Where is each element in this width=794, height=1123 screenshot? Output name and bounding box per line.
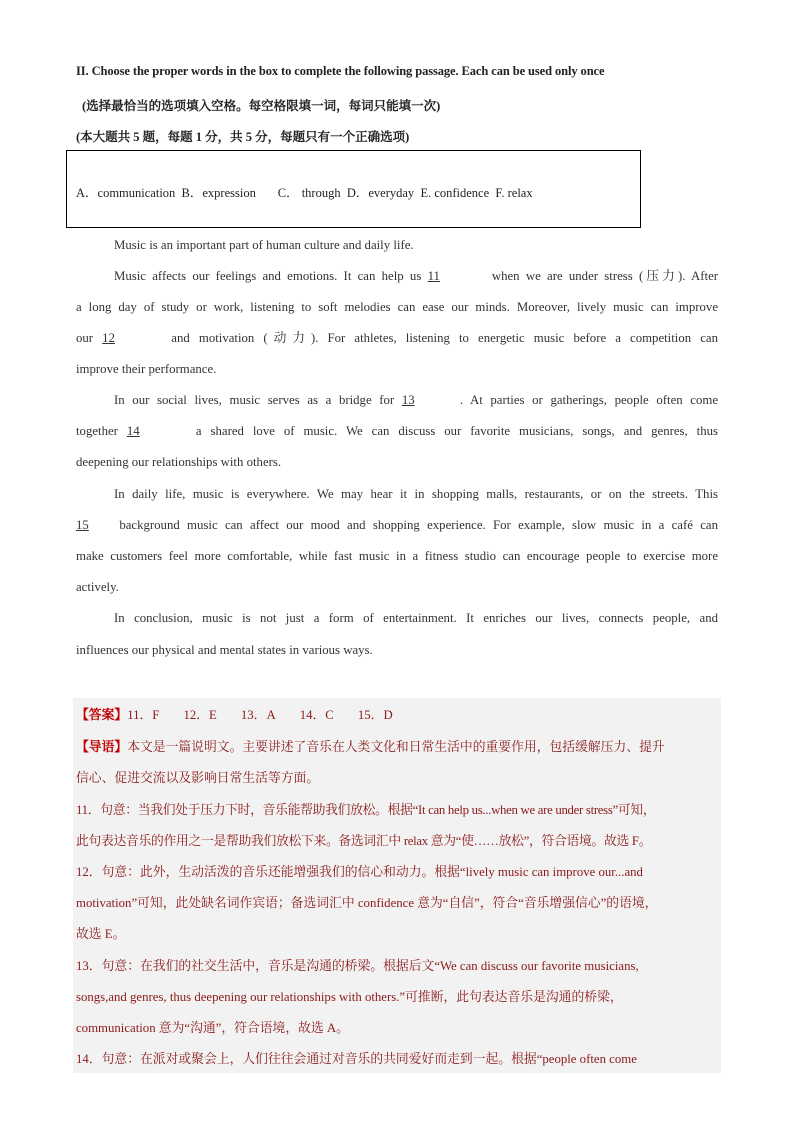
answer-label: 【答案】	[76, 708, 128, 722]
option-d: D．everyday	[346, 186, 415, 200]
blank-14: 14	[126, 424, 140, 438]
option-b: B．expression	[181, 186, 256, 200]
section-scoring: (本大题共 5 题，每题 1 分，共 5 分，每题只有一个正确选项)	[76, 130, 410, 144]
explain-14-line1: 14．句意：在派对或聚会上，人们往往会通过对音乐的共同爱好而走到一起。根据“people often come	[76, 1052, 637, 1066]
blank-11: 11	[427, 269, 440, 283]
passage-p4-line1: In daily life, music is everywhere. We may hear it in shopping malls, restaurants, or on the streets. This	[114, 487, 718, 501]
explain-13-line3: communication 意为“沟通”，符合语境，故选 A。	[76, 1021, 349, 1035]
option-f: F. relax	[495, 186, 533, 200]
explain-12-line1: 12．句意：此外，生动活泼的音乐还能增强我们的信心和动力。根据“lively music can improve our...and	[76, 865, 643, 879]
word-box	[66, 150, 641, 228]
passage-p4-line2: 15 background music can affect our mood and shopping experience. For example, slow music in a café can	[76, 510, 718, 541]
passage-p2-line3: our 12 and motivation (动力). For athletes, listening to energetic music before a competition can	[76, 323, 718, 354]
explain-11-line2: 此句表达音乐的作用之一是帮助我们放松下来。备选词汇中 relax 意为“使……放松”，符合语境。故选 F。	[76, 834, 652, 848]
passage-p2-line2: a long day of study or work, listening to soft melodies can ease our minds. Moreover, lively music can improve	[76, 300, 718, 314]
explain-13-line1: 13．句意：在我们的社交生活中，音乐是沟通的桥梁。根据后文“We can discuss our favorite musicians,	[76, 959, 639, 973]
passage-p3-line2: together 14 a shared love of music. We can discuss our favorite musicians, songs, and genres, thus	[76, 416, 718, 447]
passage-p1: Music is an important part of human culture and daily life.	[114, 238, 414, 252]
passage-p3-line3: deepening our relationships with others.	[76, 455, 282, 469]
guide-line2: 信心、促进交流以及影响日常生活等方面。	[76, 771, 320, 785]
explain-13-line2: songs,and genres, thus deepening our relationships with others.”可推断，此句表达音乐是沟通的桥梁，	[76, 990, 623, 1004]
explain-11-line1: 11．句意：当我们处于压力下时，音乐能帮助我们放松。根据“It can help us...when we are under stress”可知，	[76, 803, 656, 817]
blank-15: 15	[76, 518, 89, 532]
blank-13: 13	[401, 393, 415, 407]
answer-key: 【答案】11．F 12．E 13．A 14．C 15．D	[76, 708, 393, 722]
passage-p5-line2: influences our physical and mental states in various ways.	[76, 643, 373, 657]
option-a: A．communication	[76, 186, 176, 200]
passage-p4-line3: make customers feel more comfortable, while fast music in a fitness studio can encourage people to exercise more	[76, 549, 718, 563]
explain-12-line2: motivation”可知，此处缺名词作宾语；备选词汇中 confidence 意为“自信”，符合“音乐增强信心”的语境，	[76, 896, 658, 910]
passage-p2-line4: improve their performance.	[76, 362, 217, 376]
passage-p5-line1: In conclusion, music is not just a form of entertainment. It enriches our lives, connects people, and	[114, 611, 718, 625]
section-subtitle: (选择最恰当的选项填入空格。每空格限填一词，每词只能填一次)	[82, 99, 441, 113]
guide-line1: 【导语】本文是一篇说明文。主要讲述了音乐在人类文化和日常生活中的重要作用，包括缓解压力、提升	[76, 740, 665, 754]
passage-p3-line1: In our social lives, music serves as a bridge for 13 . At parties or gatherings, people often come	[76, 385, 718, 416]
passage-p4-line4: actively.	[76, 580, 119, 594]
option-list	[76, 183, 533, 201]
passage-p2-line1: Music affects our feelings and emotions. It can help us 11 when we are under stress (压力). After	[76, 261, 718, 292]
option-c: C． through	[277, 186, 341, 200]
section-title: II. Choose the proper words in the box to complete the following passage. Each can be used only once	[76, 64, 605, 78]
option-e: E. confidence	[420, 186, 490, 200]
blank-12: 12	[102, 331, 115, 345]
guide-label: 【导语】	[76, 740, 128, 754]
explain-12-line3: 故选 E。	[76, 927, 126, 941]
